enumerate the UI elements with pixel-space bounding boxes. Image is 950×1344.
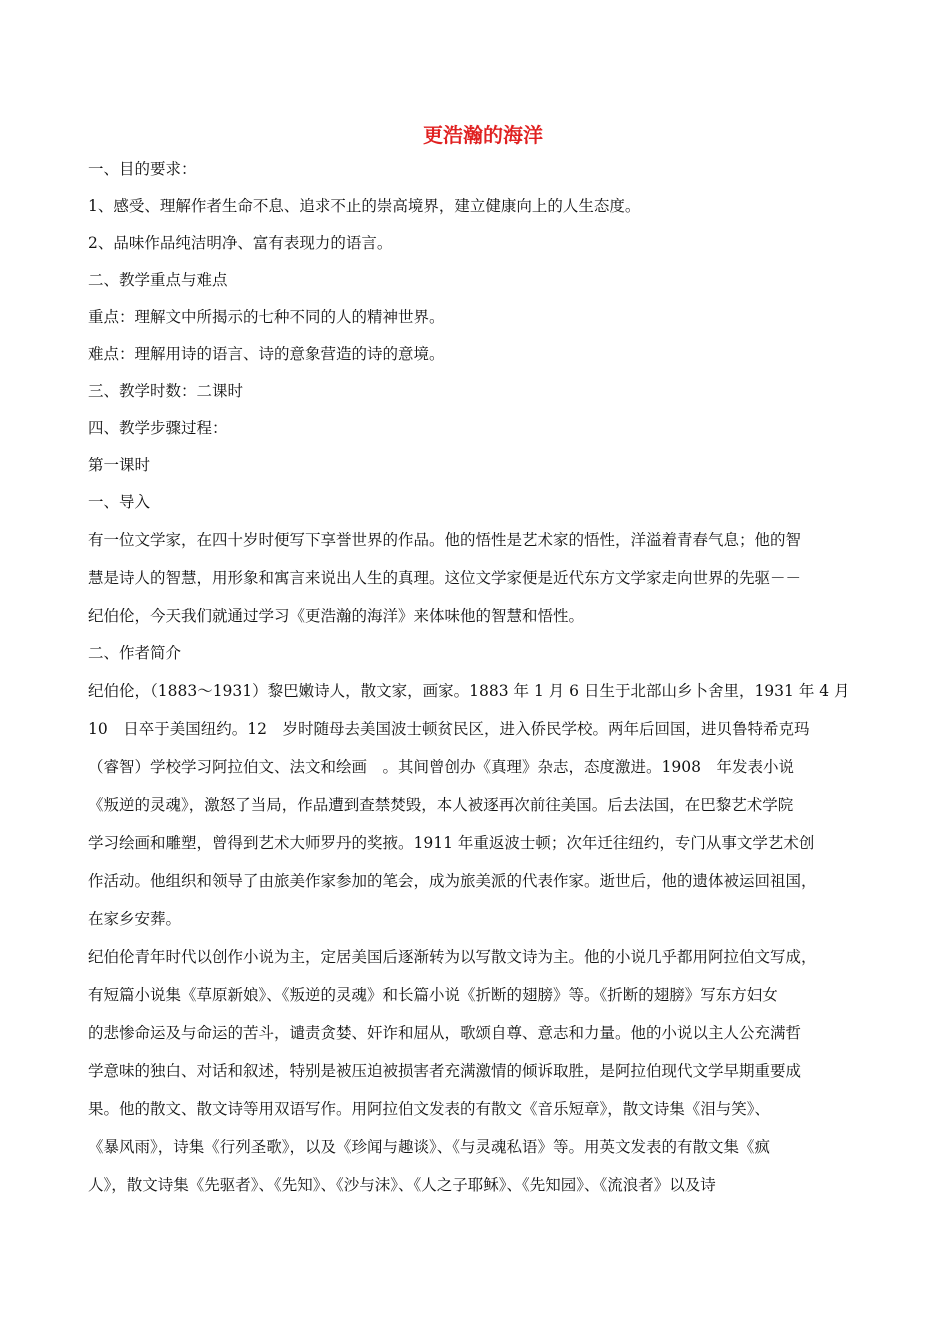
bio-line: 在家乡安葬。 (88, 910, 182, 928)
lesson-one-heading: 第一课时 (88, 456, 151, 474)
section-heading-key-points: 二、教学重点与难点 (88, 271, 228, 289)
intro-paragraph (88, 521, 878, 635)
works-line: 的悲惨命运及与命运的苦斗，谴责贪婪、奸诈和屈从，歌颂自尊、意志和力量。他的小说以主人公充满哲 (88, 1024, 802, 1042)
works-line: 《暴风雨》，诗集《行列圣歌》，以及《珍闻与趣谈》、《与灵魂私语》等。用英文发表的有散文集《疯 (88, 1138, 771, 1156)
bio-line: 纪伯伦，（1883～1931）黎巴嫩诗人，散文家，画家。1883 年 1 月 6 日生于北部山乡卜舍里，1931 年 4 月 (88, 682, 850, 700)
bio-line: 《叛逆的灵魂》，激怒了当局，作品遭到查禁焚毁，本人被逐再次前往美国。后去法国，在巴黎艺术学院 (88, 796, 794, 814)
intro-line: 纪伯伦，今天我们就通过学习《更浩瀚的海洋》来体味他的智慧和悟性。 (88, 607, 585, 625)
document-page (88, 118, 878, 1204)
bio-line: 10 日卒于美国纽约。12 岁时随母去美国波士顿贫民区，进入侨民学校。两年后回国，进贝鲁特希克玛 (88, 720, 810, 738)
bio-line: 学习绘画和雕塑，曾得到艺术大师罗丹的奖掖。1911 年重返波士顿；次年迁往纽约，专门从事文学艺术创 (88, 834, 815, 852)
works-line: 果。他的散文、散文诗等用双语写作。用阿拉伯文发表的有散文《音乐短章》，散文诗集《泪与笑》、 (88, 1100, 771, 1118)
works-line: 纪伯伦青年时代以创作小说为主，定居美国后逐渐转为以写散文诗为主。他的小说几乎都用阿拉伯文写成， (88, 948, 817, 966)
intro-heading: 一、导入 (88, 493, 151, 511)
works-line: 有短篇小说集《草原新娘》、《叛逆的灵魂》和长篇小说《折断的翅膀》等。《折断的翅膀》写东方妇女 (88, 986, 778, 1004)
section-heading-class-hours: 三、教学时数：二课时 (88, 382, 244, 400)
works-line: 学意味的独白、对话和叙述，特别是被压迫被损害者充满激情的倾诉取胜，是阿拉伯现代文学早期重要成 (88, 1062, 802, 1080)
document-title: 更浩瀚的海洋 (423, 123, 543, 147)
works-line: 人》，散文诗集《先驱者》、《先知》、《沙与沫》、《人之子耶稣》、《先知园》、《流浪者》以及诗 (88, 1176, 716, 1194)
author-heading: 二、作者简介 (88, 644, 182, 662)
difficult-point: 难点：理解用诗的语言、诗的意象营造的诗的意境。 (88, 345, 445, 363)
intro-line: 有一位文学家，在四十岁时便写下享誉世界的作品。他的悟性是艺术家的悟性，洋溢着青春气息；他的智 (88, 531, 802, 549)
bio-paragraph (88, 672, 878, 938)
objective-2: 2、品味作品纯洁明净、富有表现力的语言。 (88, 234, 393, 252)
works-paragraph (88, 938, 878, 1204)
intro-line: 慧是诗人的智慧，用形象和寓言来说出人生的真理。这位文学家便是近代东方文学家走向世界的先驱－－ (88, 569, 802, 587)
section-heading-steps: 四、教学步骤过程： (88, 419, 228, 437)
bio-line: （睿智）学校学习阿拉伯文、法文和绘画 。其间曾创办《真理》杂志，态度激进。1908 年发表小说 (88, 758, 794, 776)
section-heading-objectives: 一、目的要求： (88, 160, 197, 178)
bio-line: 作活动。他组织和领导了由旅美作家参加的笔会，成为旅美派的代表作家。逝世后，他的遗体被运回祖国， (88, 872, 817, 890)
objective-1: 1、感受、理解作者生命不息、追求不止的崇高境界，建立健康向上的人生态度。 (88, 197, 641, 215)
key-point: 重点：理解文中所揭示的七种不同的人的精神世界。 (88, 308, 445, 326)
